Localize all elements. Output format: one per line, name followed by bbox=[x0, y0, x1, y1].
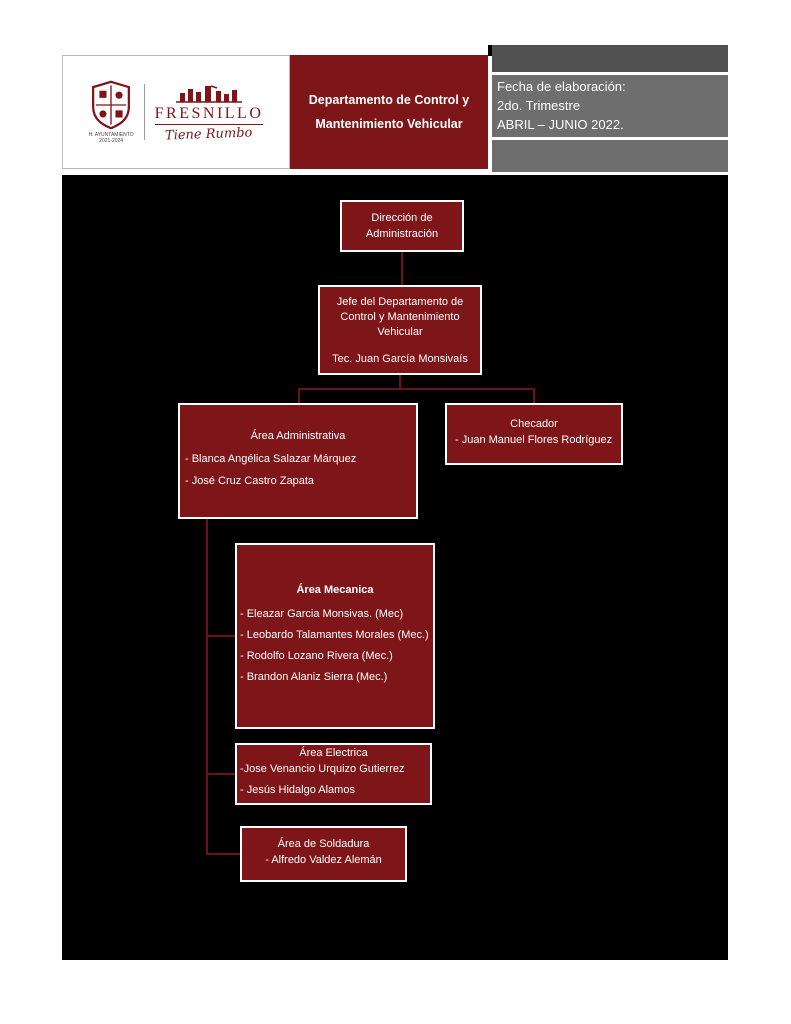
node-direccion-administracion bbox=[340, 200, 464, 252]
member: - Leobardo Talamantes Morales (Mec.) bbox=[240, 629, 429, 641]
gray-bar-top bbox=[492, 45, 728, 72]
connector-to-admin bbox=[298, 389, 300, 403]
member: - Brandon Alaniz Sierra (Mec.) bbox=[240, 671, 388, 683]
member: - Blanca Angélica Salazar Márquez bbox=[185, 453, 357, 465]
gray-bar-bottom bbox=[492, 140, 728, 172]
checador-title: Checador bbox=[510, 418, 558, 430]
org-chart-canvas bbox=[62, 175, 728, 960]
node-jefe-departamento bbox=[318, 285, 482, 375]
area-soldadura-title: Área de Soldadura bbox=[277, 837, 370, 850]
fecha-periodo: ABRIL – JUNIO 2022. bbox=[497, 117, 624, 132]
jefe-person: Tec. Juan García Monsivaís bbox=[332, 353, 468, 365]
seal-line2: 2021-2024 bbox=[99, 138, 124, 144]
member: - Jesús Hidalgo Alamos bbox=[240, 784, 355, 796]
municipal-logo bbox=[62, 55, 290, 169]
logo-tagline: Tiene Rumbo bbox=[165, 124, 253, 144]
logo-divider bbox=[144, 84, 145, 140]
department-title-line1: Departamento de Control y bbox=[308, 93, 470, 107]
seal-text bbox=[89, 132, 134, 145]
node-area-administrativa bbox=[178, 403, 418, 519]
area-mecanica-title: Área Mecanica bbox=[296, 584, 374, 596]
area-electrica-title: Área Electrica bbox=[299, 747, 368, 759]
node-area-electrica bbox=[235, 743, 432, 805]
member: - Rodolfo Lozano Rivera (Mec.) bbox=[240, 650, 393, 662]
coat-of-arms bbox=[89, 80, 134, 145]
building-icon bbox=[176, 83, 242, 103]
member: - Eleazar Garcia Monsivas. (Mec) bbox=[240, 608, 404, 620]
connector-jefe-down bbox=[399, 375, 401, 389]
node-checador bbox=[445, 403, 623, 465]
area-administrativa-title: Área Administrativa bbox=[250, 430, 346, 442]
direccion-line1: Dirección de bbox=[371, 212, 433, 224]
member: - Alfredo Valdez Alemán bbox=[265, 853, 382, 866]
jefe-title: Jefe del Departamento de Control y Mantenimiento Vehicular bbox=[336, 296, 464, 338]
connector-to-mecanica bbox=[206, 635, 235, 637]
logo-name: FRESNILLO bbox=[155, 105, 264, 125]
department-title-line2: Mantenimiento Vehicular bbox=[315, 117, 463, 131]
fecha-trimestre: 2do. Trimestre bbox=[497, 98, 581, 113]
connector-to-checador bbox=[533, 389, 535, 403]
connector-direccion-jefe bbox=[401, 252, 403, 285]
logo-wordmark bbox=[155, 83, 264, 142]
node-area-soldadura bbox=[240, 826, 407, 882]
node-area-mecanica bbox=[235, 543, 435, 729]
elaboration-date-box bbox=[492, 75, 728, 137]
seal-line1: H. AYUNTAMIENTO bbox=[88, 131, 134, 138]
connector-horizontal bbox=[298, 388, 535, 390]
connector-left-trunk bbox=[206, 519, 208, 854]
direccion-line2: Administración bbox=[365, 228, 439, 240]
member: - Juan Manuel Flores Rodríguez bbox=[455, 434, 613, 446]
department-title bbox=[290, 55, 488, 169]
fecha-label: Fecha de elaboración: bbox=[497, 79, 626, 94]
member: -Jose Venancio Urquizo Gutierrez bbox=[240, 763, 405, 775]
crest-icon bbox=[91, 80, 131, 130]
connector-to-soldadura bbox=[206, 853, 240, 855]
connector-to-electrica bbox=[206, 773, 235, 775]
member: - José Cruz Castro Zapata bbox=[185, 475, 314, 487]
